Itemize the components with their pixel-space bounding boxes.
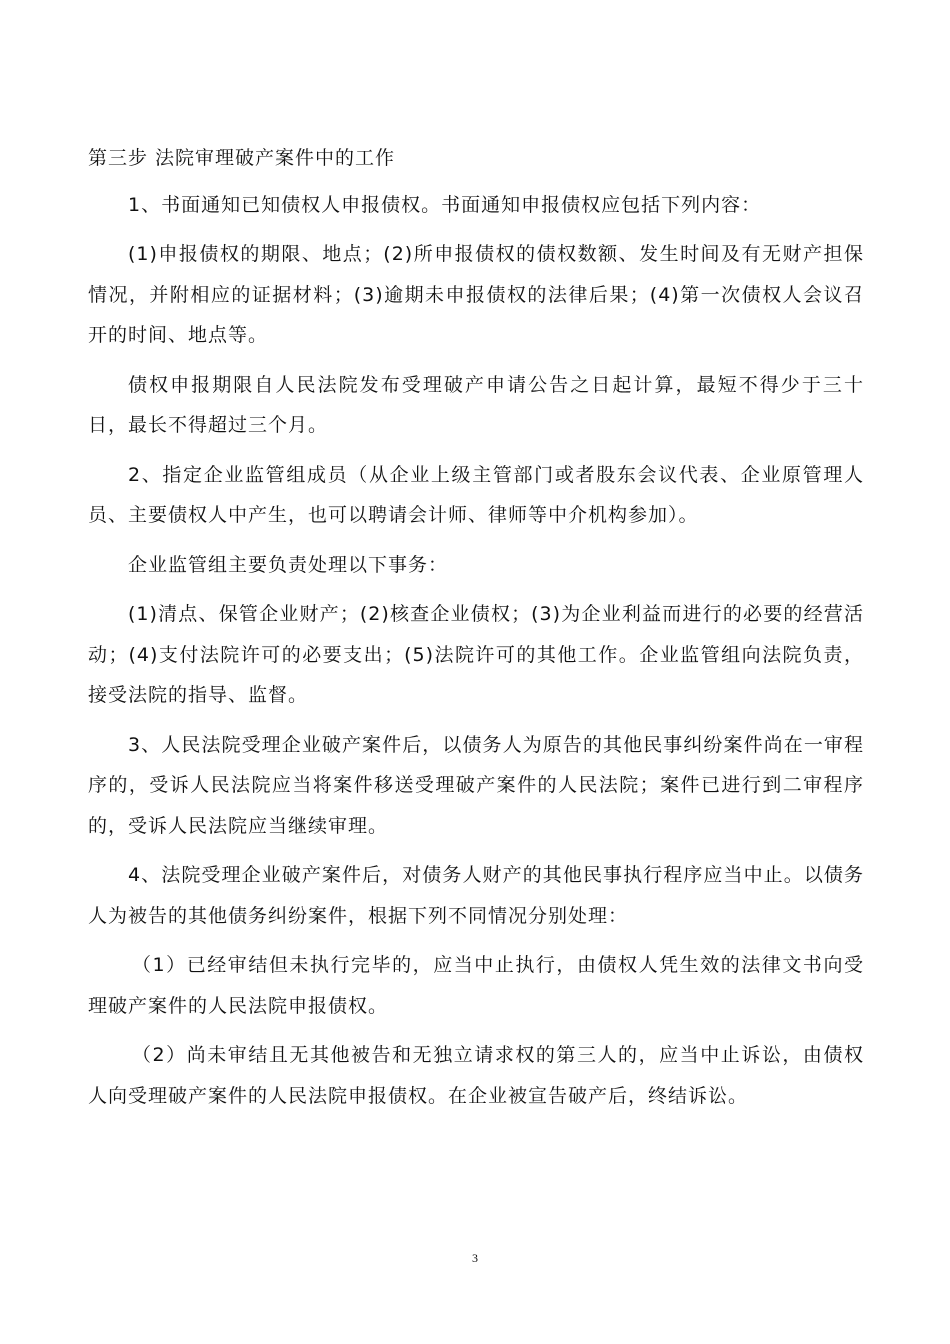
- paragraph-4: 2、指定企业监管组成员（从企业上级主管部门或者股东会议代表、企业原管理人员、主要债权人中产生，也可以聘请会计师、律师等中介机构参加）。: [88, 463, 864, 526]
- paragraph-10: （2）尚未审结且无其他被告和无独立请求权的第三人的，应当中止诉讼，由债权人向受理破产案件的人民法院申报债权。在企业被宣告破产后，终结诉讼。: [88, 1044, 864, 1107]
- section-heading: 第三步 法院审理破产案件中的工作: [88, 147, 396, 169]
- paragraph-1: 1、书面通知已知债权人申报债权。书面通知申报债权应包括下列内容：: [128, 193, 762, 216]
- paragraph-6: (1)清点、保管企业财产；(2)核查企业债权；(3)为企业利益而进行的必要的经营活动；(4)支付法院许可的必要支出；(5)法院许可的其他工作。企业监管组向法院负责，接受法院的指导、监督。: [88, 603, 864, 706]
- paragraph-8: 4、法院受理企业破产案件后，对债务人财产的其他民事执行程序应当中止。以债务人为被告的其他债务纠纷案件，根据下列不同情况分别处理：: [88, 864, 864, 927]
- paragraph-9: （1）已经审结但未执行完毕的，应当中止执行，由债权人凭生效的法律文书向受理破产案件的人民法院申报债权。: [88, 954, 864, 1017]
- paragraph-2: (1)申报债权的期限、地点；(2)所申报债权的债权数额、发生时间及有无财产担保情况，并附相应的证据材料；(3)逾期未申报债权的法律后果；(4)第一次债权人会议召开的时间、地点等。: [88, 243, 864, 346]
- paragraph-3: 债权申报期限自人民法院发布受理破产申请公告之日起计算，最短不得少于三十日，最长不得超过三个月。: [88, 373, 864, 436]
- paragraph-5: 企业监管组主要负责处理以下事务：: [128, 553, 449, 576]
- page-number: 3: [472, 1251, 478, 1265]
- paragraph-7: 3、人民法院受理企业破产案件后，以债务人为原告的其他民事纠纷案件尚在一审程序的，受诉人民法院应当将案件移送受理破产案件的人民法院；案件已进行到二审程序的，受诉人民法院应当继续审理。: [88, 733, 864, 837]
- document-body: [88, 138, 864, 1125]
